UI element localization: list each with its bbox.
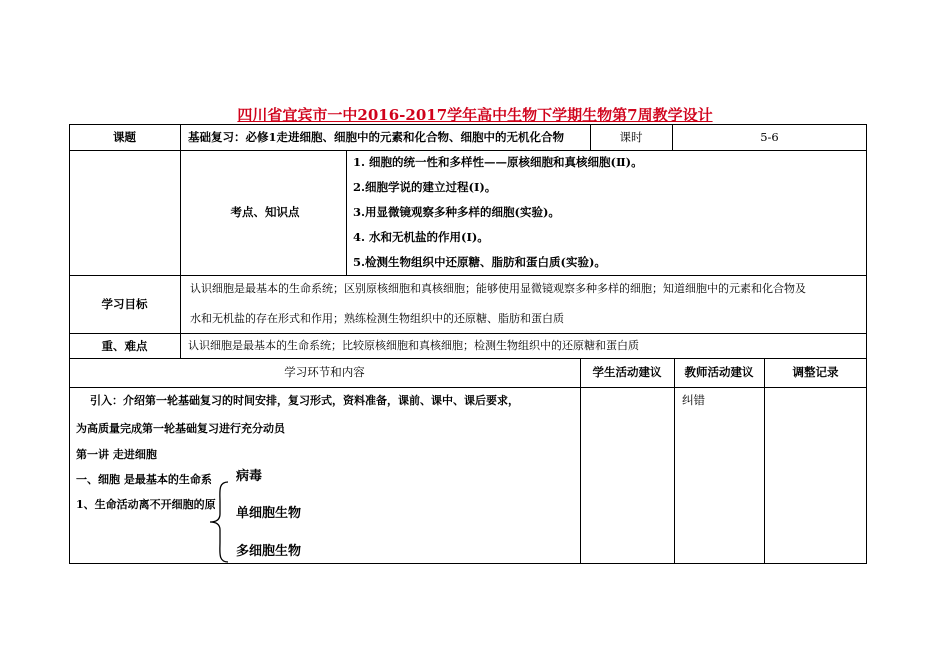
- header-col-student: 学生活动建议: [592, 365, 662, 379]
- row-divider: [69, 150, 867, 151]
- row-divider: [69, 333, 867, 334]
- kaodian-item: 3.用显微镜观察多种多样的细胞(实验)。: [353, 205, 560, 219]
- intro-line1: 引入：介绍第一轮基础复习的时间安排，复习形式，资料准备，课前、课中、课后要求，: [90, 394, 519, 407]
- teacher-note: 纠错: [682, 393, 705, 407]
- col-divider: [346, 150, 347, 275]
- header-col-teacher: 教师活动建议: [684, 365, 754, 379]
- section-subheading: 1、生命活动离不开细胞的原: [76, 498, 216, 511]
- mubiao-label: 学习目标: [101, 297, 148, 311]
- kaodian-item: 5.检测生物组织中还原糖、脂肪和蛋白质(实验)。: [353, 255, 606, 269]
- branch-multicellular: 多细胞生物: [236, 544, 302, 559]
- header-col-adjust: 调整记录: [792, 365, 839, 379]
- col-divider: [764, 358, 765, 564]
- keti-value: 基础复习：必修1走进细胞、细胞中的元素和化合物、细胞中的无机化合物: [188, 130, 564, 144]
- keti-label: 课题: [113, 130, 136, 144]
- row-divider: [69, 275, 867, 276]
- col-divider: [674, 358, 675, 564]
- col-divider: [580, 358, 581, 564]
- mubiao-line2: 水和无机盐的存在形式和作用；熟练检测生物组织中的还原糖、脂肪和蛋白质: [190, 312, 564, 325]
- header-col-content: 学习环节和内容: [284, 365, 365, 379]
- col-divider: [180, 124, 181, 150]
- kaodian-item: 2.细胞学说的建立过程(Ⅰ)。: [353, 180, 497, 194]
- zhongdian-label: 重、难点: [101, 339, 148, 353]
- kaodian-label: 考点、知识点: [230, 205, 300, 219]
- lecture-title: 第一讲 走进细胞: [76, 448, 157, 461]
- keshi-value: 5-6: [760, 130, 779, 144]
- kaodian-item: 1. 细胞的统一性和多样性——原核细胞和真核细胞(Ⅱ)。: [353, 155, 643, 169]
- intro-line2: 为高质量完成第一轮基础复习进行充分动员: [76, 422, 285, 435]
- mubiao-line1: 认识细胞是最基本的生命系统；区别原核细胞和真核细胞；能够使用显微镜观察多种多样的细胞；知道细胞中的元素和化合物及: [190, 282, 806, 295]
- branch-unicellular: 单细胞生物: [236, 506, 302, 521]
- zhongdian-value: 认识细胞是最基本的生命系统；比较原核细胞和真核细胞；检测生物组织中的还原糖和蛋白质: [188, 339, 639, 352]
- col-divider: [180, 150, 181, 358]
- kaodian-item: 4. 水和无机盐的作用(Ⅰ)。: [353, 230, 489, 244]
- row-divider: [69, 358, 867, 359]
- section-heading: 一、细胞 是最基本的生命系: [76, 473, 212, 486]
- curly-brace-icon: [208, 480, 230, 564]
- branch-virus: 病毒: [236, 469, 263, 484]
- document-title: 四川省宜宾市一中2016-2017学年高中生物下学期生物第7周教学设计: [237, 106, 713, 124]
- row-divider: [69, 387, 867, 388]
- keshi-label: 课时: [619, 130, 643, 144]
